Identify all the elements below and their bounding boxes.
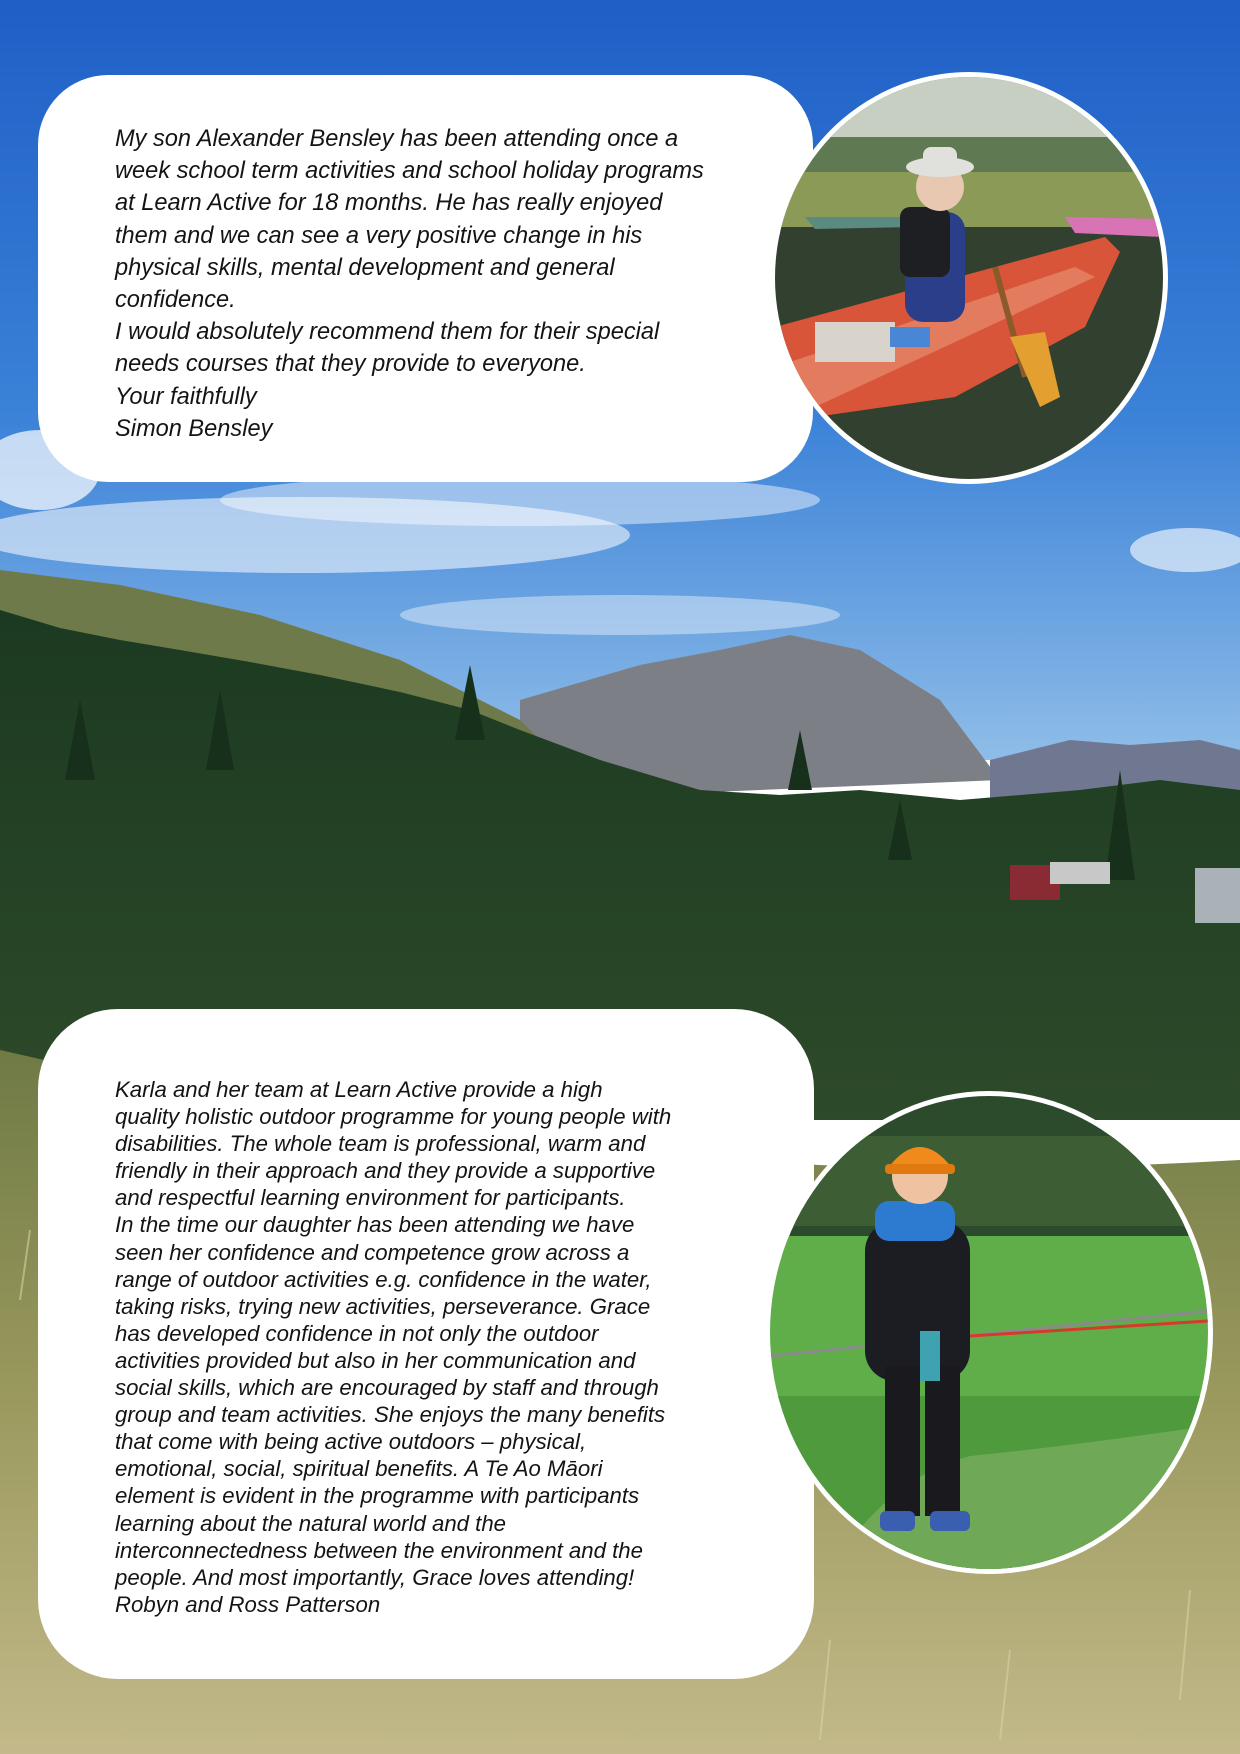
- text-line: confidence.: [115, 287, 236, 314]
- text-line: disabilities. The whole team is professional, warm and: [115, 1131, 646, 1157]
- text-line: range of outdoor activities e.g. confidence in the water,: [115, 1266, 652, 1292]
- testimonial-card-bensley: [38, 75, 813, 482]
- testimonial-card-patterson: [38, 1009, 814, 1679]
- text-line: that come with being active outdoors – physical,: [115, 1429, 587, 1455]
- text-line: physical skills, mental development and general: [115, 254, 615, 281]
- text-line: My son Alexander Bensley has been attending once a: [115, 126, 679, 152]
- canoe-photo-illustration: [775, 77, 1163, 479]
- text-line: seen her confidence and competence grow across a: [115, 1239, 630, 1265]
- text-line: Your faithfully: [115, 383, 257, 410]
- text-line: and respectful learning environment for participants.: [115, 1185, 626, 1211]
- text-line: emotional, social, spiritual benefits. A Te Ao Māori: [115, 1456, 603, 1482]
- text-line: In the time our daughter has been attending we have: [115, 1212, 635, 1238]
- text-line: interconnectedness between the environment and the: [115, 1537, 643, 1563]
- text-line: friendly in their approach and they provide a supportive: [115, 1158, 656, 1184]
- text-line: people. And most importantly, Grace loves attending!: [115, 1564, 635, 1590]
- testimonial-text-patterson: [115, 1076, 764, 1618]
- climbing-photo-illustration: [770, 1096, 1208, 1569]
- text-line: I would absolutely recommend them for their special: [115, 319, 660, 346]
- text-line: Karla and her team at Learn Active provide a high: [115, 1077, 603, 1102]
- signature-name: Robyn and Ross Patterson: [115, 1591, 381, 1617]
- climbing-photo: [765, 1091, 1213, 1574]
- text-line: learning about the natural world and the: [115, 1510, 507, 1536]
- text-line: at Learn Active for 18 months. He has really enjoyed: [115, 190, 663, 217]
- text-line: social skills, which are encouraged by staff and through: [115, 1375, 659, 1401]
- text-line: them and we can see a very positive change in his: [115, 222, 643, 249]
- signature-name: Simon Bensley: [115, 415, 273, 442]
- text-line: taking risks, trying new activities, perseverance. Grace: [115, 1293, 651, 1319]
- text-line: group and team activities. She enjoys the many benefits: [115, 1402, 666, 1428]
- testimonial-text-bensley: [115, 123, 753, 445]
- text-line: activities provided but also in her communication and: [115, 1347, 636, 1373]
- canoe-photo: [770, 72, 1168, 484]
- text-line: has developed confidence in not only the outdoor: [115, 1320, 599, 1346]
- text-line: quality holistic outdoor programme for young people with: [115, 1104, 672, 1130]
- text-line: element is evident in the programme with participants: [115, 1483, 640, 1509]
- text-line: week school term activities and school holiday programs: [115, 158, 704, 185]
- text-line: needs courses that they provide to everyone.: [115, 351, 586, 378]
